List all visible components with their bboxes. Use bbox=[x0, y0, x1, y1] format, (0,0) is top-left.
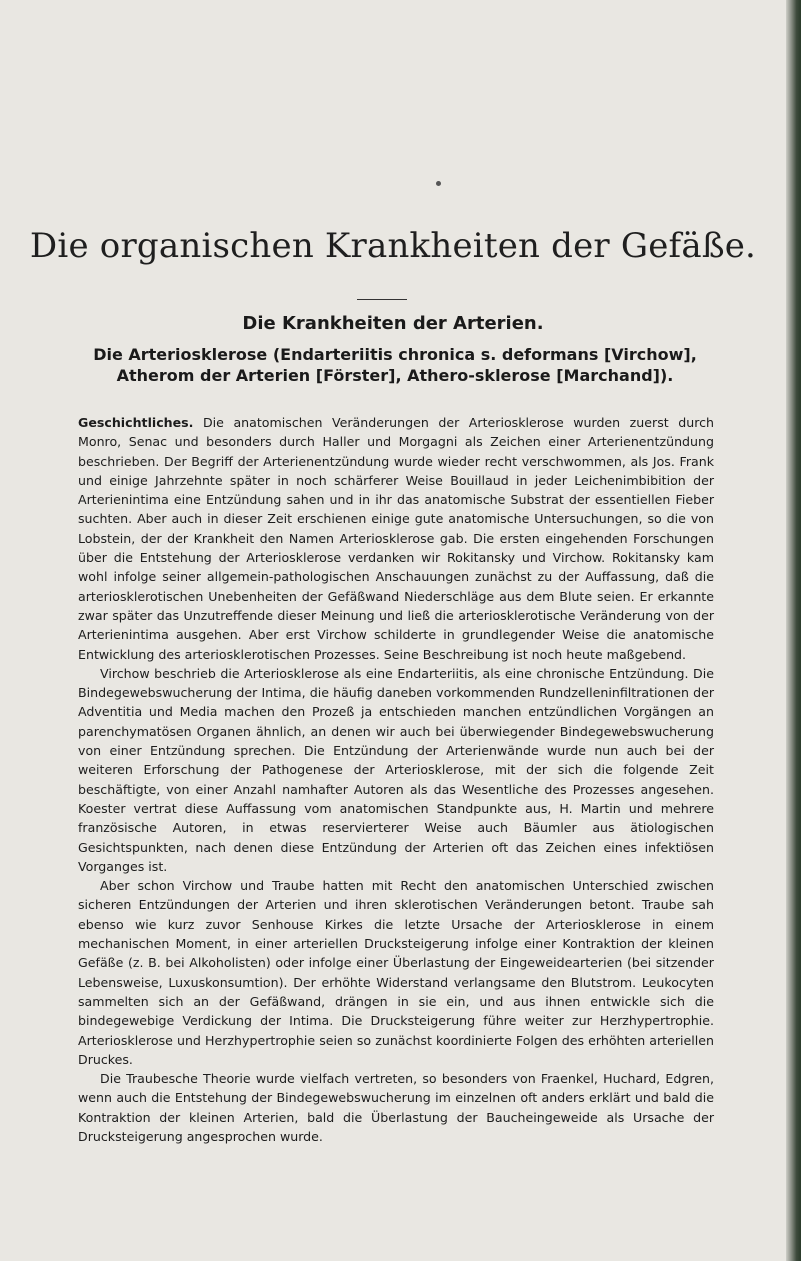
section-title: Die Krankheiten der Arterien. bbox=[242, 313, 544, 334]
topic-title: Die Arteriosklerose (Endarteriitis chronica s. deformans [Virchow], Atherom der Arterien [Förster], Athero-sklerose [Marchand]). bbox=[93, 345, 697, 385]
paragraph-1 bbox=[78, 413, 714, 664]
paragraph-lead: Geschichtliches. bbox=[78, 415, 194, 430]
title-divider bbox=[357, 299, 407, 300]
paragraph-3 bbox=[78, 876, 714, 1069]
paragraph-text: Die anatomischen Veränderungen der Arteriosklerose wurden zuerst durch Monro, Senac und besonders durch Haller und Morgagni als Zeichen einer Arterienentzündung beschrieben. Der Begriff der Arterienentzündung wurde wieder recht verschwommen, als Jos. Frank und einige Jahrzehnte später in noch schärferer Weise Bouillaud in jeder Leichenimbibition der Arterienintima eine Entzündung sahen und in ihr das anatomische Substrat der essentiellen Fieber suchten. Aber auch in dieser Zeit erschienen einige gute anatomische Untersuchungen, so die von Lobstein, der der Krankheit den Namen Arteriosklerose gab. Die ersten eingehenden Forschungen über die Entstehung der Arteriosklerose verdanken wir Rokitansky und Virchow. Rokitansky kam wohl infolge seiner allgemein-pathologischen Anschauungen zunächst zu der Auffassung, daß die arteriosklerotischen Unebenheiten der Gefäßwand Niederschläge aus dem Blute seien. Er erkannte zwar später das Unzutreffende dieser Meinung und ließ die arteriosklerotische Veränderung von der Arterienintima ausgehen. Aber erst Virchow schilderte in grundlegender Weise die anatomische Entwicklung des arteriosklerotischen Prozesses. Seine Beschreibung ist noch heute maßgebend. bbox=[78, 415, 714, 662]
paragraph-text: Aber schon Virchow und Traube hatten mit Recht den anatomischen Unterschied zwischen sicheren Entzündungen der Arterien und ihren sklerotischen Veränderungen betont. Traube sah ebenso wie kurz zuvor Senhouse Kirkes die letzte Ursache der Arteriosklerose in einem mechanischen Moment, in einer arteriellen Drucksteigerung infolge einer Kontraktion der kleinen Gefäße (z. B. bei Alkoholisten) oder infolge einer Überlastung der Eingeweidearterien (bei sitzender Lebensweise, Luxuskonsumtion). Der erhöhte Widerstand verlangsame den Blutstrom. Leukocyten sammelten sich an der Gefäßwand, drängen in sie ein, und aus ihnen entwickle sich die bindegewebige Verdickung der Intima. Die Drucksteigerung führe weiter zur Herzhypertrophie. Arteriosklerose und Herzhypertrophie seien so zunächst koordinierte Folgen des erhöhten arteriellen Druckes. bbox=[78, 878, 714, 1067]
book-spine-edge bbox=[786, 0, 801, 1261]
ink-dot bbox=[436, 181, 441, 186]
paragraph-text: Die Traubesche Theorie wurde vielfach vertreten, so besonders von Fraenkel, Huchard, Edgren, wenn auch die Entstehung der Bindegewebswucherung im einzelnen oft anders erklärt und bald die Kontraktion der kleinen Arterien, bald die Überlastung der Baucheingeweide als Ursache der Drucksteigerung angesprochen wurde. bbox=[78, 1071, 714, 1144]
paragraph-4 bbox=[78, 1069, 714, 1146]
body-text bbox=[78, 413, 714, 1146]
paragraph-2 bbox=[78, 664, 714, 876]
chapter-title: Die organischen Krankheiten der Gefäße. bbox=[29, 226, 757, 266]
paragraph-text: Virchow beschrieb die Arteriosklerose als eine Endarteriitis, als eine chronische Entzündung. Die Bindegewebswucherung der Intima, die häufig daneben vorkommenden Rundzelleninfiltrationen der Adventitia und Media machen den Prozeß ja entschieden manchen entzündlichen Vorgängen an parenchymatösen Organen ähnlich, an denen wir auch bei überwiegender Bindegewebswucherung von einer Entzündung sprechen. Die Entzündung der Arterienwände wurde nun auch bei der weiteren Erforschung der Pathogenese der Arteriosklerose, mit der sich die folgende Zeit beschäftigte, von einer Anzahl namhafter Autoren als das Wesentliche des Prozesses angesehen. Koester vertrat diese Auffassung vom anatomischen Standpunkte aus, H. Martin und mehrere französische Autoren, in etwas reservierterer Weise auch Bäumler aus ätiologischen Gesichtspunkten, nach denen diese Entzündung der Arterien oft das Zeichen eines infektiösen Vorganges ist. bbox=[78, 665, 714, 874]
